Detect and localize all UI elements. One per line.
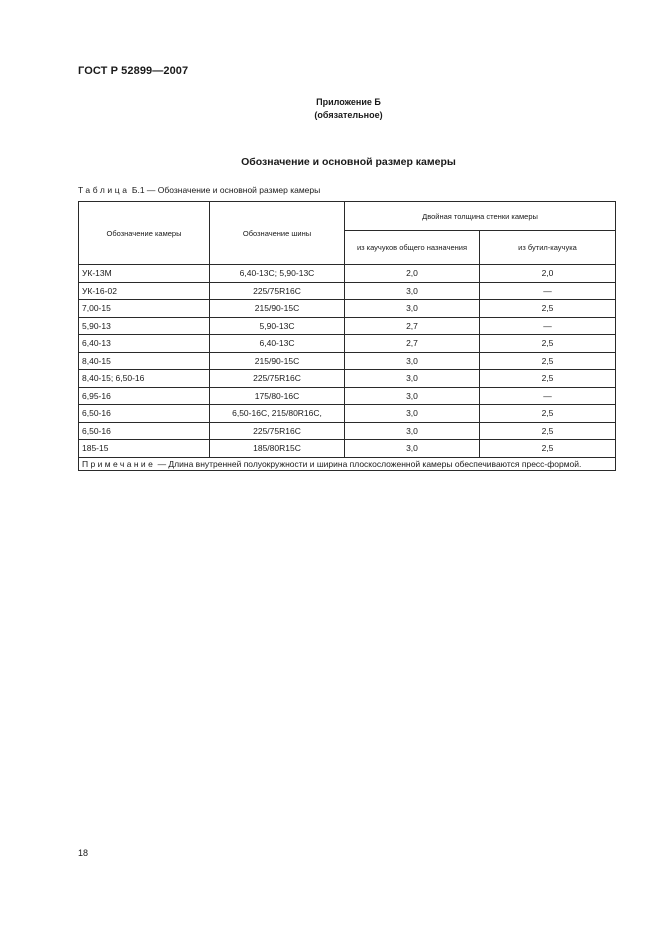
general-rubber-thickness-cell: 2,7 [345, 335, 480, 353]
table-row [79, 440, 616, 458]
tyre-designation-cell: 185/80R15С [210, 440, 345, 458]
general-rubber-thickness-cell: 3,0 [345, 405, 480, 423]
butyl-rubber-thickness-cell: 2,5 [480, 335, 616, 353]
butyl-rubber-thickness-cell: 2,5 [480, 300, 616, 318]
table-note [79, 457, 616, 471]
butyl-rubber-thickness-cell: 2,0 [480, 265, 616, 283]
tyre-designation-cell: 225/75R16С [210, 370, 345, 388]
general-rubber-thickness-cell: 3,0 [345, 440, 480, 458]
camera-designation-cell: УК-16-02 [79, 282, 210, 300]
tyre-designation-cell: 225/75R16С [210, 422, 345, 440]
camera-designation-cell: 6,50-16 [79, 422, 210, 440]
butyl-rubber-thickness-cell: 2,5 [480, 440, 616, 458]
column-header-wall-thickness: Двойная толщина стенки камеры [345, 202, 616, 231]
table-row [79, 405, 616, 423]
camera-designation-cell: 6,50-16 [79, 405, 210, 423]
table-body [79, 265, 616, 458]
tyre-designation-cell: 6,40-13С; 5,90-13С [210, 265, 345, 283]
column-header-butyl-rubber: из бутил-каучука [480, 231, 616, 265]
camera-designation-cell: 6,40-13 [79, 335, 210, 353]
table-row [79, 352, 616, 370]
camera-dimensions-table [78, 201, 616, 471]
butyl-rubber-thickness-cell: — [480, 282, 616, 300]
table-caption [78, 185, 320, 195]
tyre-designation-cell: 175/80-16С [210, 387, 345, 405]
butyl-rubber-thickness-cell: 2,5 [480, 405, 616, 423]
general-rubber-thickness-cell: 3,0 [345, 282, 480, 300]
tyre-designation-cell: 225/75R16С [210, 282, 345, 300]
general-rubber-thickness-cell: 3,0 [345, 370, 480, 388]
tyre-designation-cell: 5,90-13С [210, 317, 345, 335]
appendix-status: (обязательное) [314, 110, 383, 120]
column-header-camera-designation: Обозначение камеры [79, 202, 210, 265]
tyre-designation-cell: 6,50-16С, 215/80R16С, [210, 405, 345, 423]
general-rubber-thickness-cell: 3,0 [345, 300, 480, 318]
table-row [79, 422, 616, 440]
general-rubber-thickness-cell: 2,0 [345, 265, 480, 283]
table-row [79, 370, 616, 388]
note-text: — Длина внутренней полуокружности и ширина плоскосложенной камеры обеспечиваются пресс-формой. [155, 458, 582, 469]
butyl-rubber-thickness-cell: — [480, 317, 616, 335]
document-code: ГОСТ Р 52899—2007 [78, 65, 189, 77]
camera-designation-cell: 5,90-13 [79, 317, 210, 335]
column-header-tyre-designation: Обозначение шины [210, 202, 345, 265]
tyre-designation-cell: 215/90-15С [210, 352, 345, 370]
table-row [79, 282, 616, 300]
column-header-general-rubber: из каучуков общего назначения [345, 231, 480, 265]
general-rubber-thickness-cell: 3,0 [345, 387, 480, 405]
table-caption-label: Таблица [78, 185, 130, 195]
butyl-rubber-thickness-cell: 2,5 [480, 422, 616, 440]
camera-designation-cell: 8,40-15; 6,50-16 [79, 370, 210, 388]
table-row [79, 317, 616, 335]
page-number: 18 [78, 848, 89, 858]
butyl-rubber-thickness-cell: 2,5 [480, 352, 616, 370]
camera-designation-cell: 6,95-16 [79, 387, 210, 405]
note-label: Примечание [82, 458, 156, 469]
butyl-rubber-thickness-cell: — [480, 387, 616, 405]
table-row [79, 387, 616, 405]
section-title: Обозначение и основной размер камеры [241, 156, 456, 168]
general-rubber-thickness-cell: 3,0 [345, 352, 480, 370]
tyre-designation-cell: 6,40-13С [210, 335, 345, 353]
appendix-heading [0, 96, 661, 122]
general-rubber-thickness-cell: 2,7 [345, 317, 480, 335]
table-caption-text: Б.1 — Обозначение и основной размер камеры [131, 185, 321, 195]
camera-designation-cell: 8,40-15 [79, 352, 210, 370]
tyre-designation-cell: 215/90-15С [210, 300, 345, 318]
camera-designation-cell: 185-15 [79, 440, 210, 458]
table-row [79, 335, 616, 353]
camera-designation-cell: 7,00-15 [79, 300, 210, 318]
appendix-title: Приложение Б [316, 97, 381, 107]
table-row [79, 265, 616, 283]
butyl-rubber-thickness-cell: 2,5 [480, 370, 616, 388]
table-row [79, 300, 616, 318]
camera-designation-cell: УК-13М [79, 265, 210, 283]
general-rubber-thickness-cell: 3,0 [345, 422, 480, 440]
